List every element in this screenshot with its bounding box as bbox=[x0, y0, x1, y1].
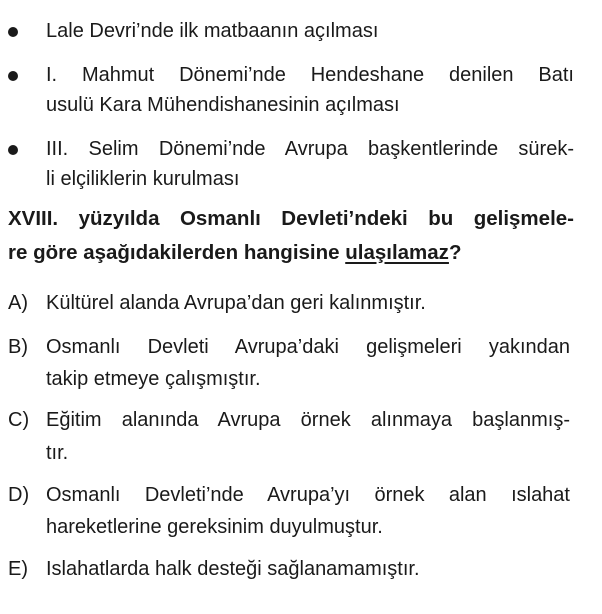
question-mark: ? bbox=[448, 241, 462, 264]
bullet-dot-icon bbox=[8, 145, 18, 155]
option-text: Eğitim alanında Avrupa örnek alınmaya başlanmış- bbox=[46, 409, 570, 431]
bullet-item bbox=[0, 136, 602, 192]
option-text: Islahatlarda halk desteği sağlanamamıştır. bbox=[46, 558, 420, 580]
option-letter: C) bbox=[8, 409, 30, 431]
bullet-dot-icon bbox=[8, 71, 18, 81]
option-a[interactable] bbox=[0, 290, 602, 316]
option-d[interactable] bbox=[0, 482, 602, 538]
option-text: Osmanlı Devleti’nde Avrupa’yı örnek alan ıslahat bbox=[46, 484, 570, 506]
bullet-text: III. Selim Dönemi’nde Avrupa başkentlerinde sürek- bbox=[46, 138, 574, 160]
option-letter: D) bbox=[8, 484, 30, 506]
option-e[interactable] bbox=[0, 556, 602, 582]
question-line bbox=[8, 239, 461, 267]
option-letter: E) bbox=[8, 558, 28, 580]
option-text: Kültürel alanda Avrupa’dan geri kalınmıştır. bbox=[46, 292, 426, 314]
question-line: XVIII. yüzyılda Osmanlı Devleti’ndeki bu gelişmele- bbox=[8, 207, 574, 230]
question-keyword: ulaşılamaz bbox=[345, 241, 449, 264]
bullet-text: usulü Kara Mühendishanesinin açılması bbox=[46, 94, 400, 116]
bullet-item bbox=[0, 18, 602, 44]
question-stem bbox=[0, 205, 602, 267]
bullet-text: I. Mahmut Dönemi’nde Hendeshane denilen Batı bbox=[46, 64, 574, 86]
bullet-item bbox=[0, 62, 602, 118]
question-text: re göre aşağıdakilerden hangisine bbox=[8, 241, 346, 264]
option-b[interactable] bbox=[0, 334, 602, 390]
option-text: tır. bbox=[46, 442, 69, 464]
option-letter: A) bbox=[8, 292, 28, 314]
option-text: hareketlerine gereksinim duyulmuştur. bbox=[46, 516, 383, 538]
option-text: takip etmeye çalışmıştır. bbox=[46, 368, 261, 390]
bullet-text: li elçiliklerin kurulması bbox=[46, 168, 240, 190]
option-letter: B) bbox=[8, 336, 28, 358]
bullet-text: Lale Devri’nde ilk matbaanın açılması bbox=[46, 20, 379, 42]
option-c[interactable] bbox=[0, 407, 602, 463]
bullet-dot-icon bbox=[8, 27, 18, 37]
option-text: Osmanlı Devleti Avrupa’daki gelişmeleri yakından bbox=[46, 336, 570, 358]
